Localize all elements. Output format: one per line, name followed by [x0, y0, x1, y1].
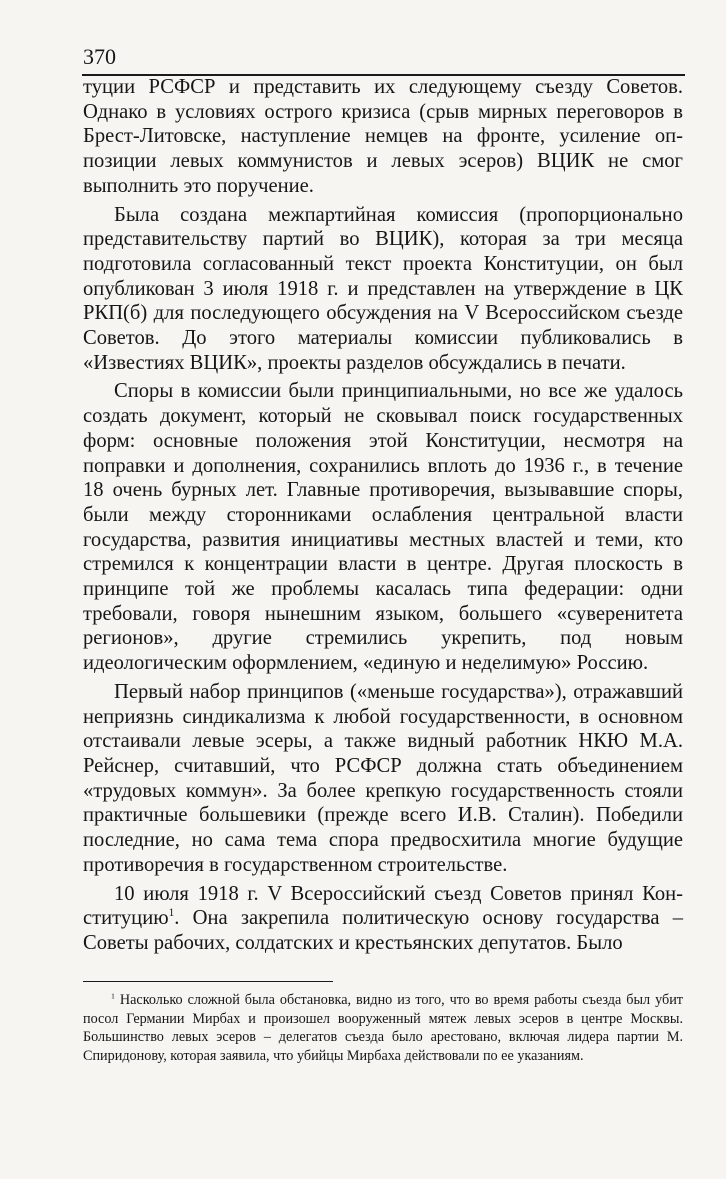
footnote-mark: 1	[111, 991, 115, 1001]
paragraph-text-after-note: . Она закрепила политическую основу государства – Советы рабочих, солдатских и крестьянских депутатов. Было	[83, 907, 683, 954]
paragraph-disputes: Споры в комиссии были принципиальными, но все же удалось создать документ, который не сковывал поиск государственных форм: основные положения этой Конституции, несмотря на поправки и дополнения, сохранились вплоть до 1936 г., в течение 18 очень бурных лет. Главные противоречия, вызывавшие споры, были между сторонниками ослабления центральной власти государства, развития инициативы местных властей и теми, кто стремился к концентрации власти в центре. Другая плоскость в принципе той же проблемы касалась типа федерации: одни требовали, говоря нынешним языком, большего «суверенитета регионов», другие стремились укрепить, под новым идеологическим оформлением, «единую и неделимую» Россию.	[83, 380, 683, 675]
paragraph-continuation: туции РСФСР и представить их следующему съезду Советов. Однако в условиях острого кризиса (срыв мирных переговоров в Брест-Литовске, наступление немцев на фронте, усиление оппозиции левых коммунистов и левых эсеров) ВЦИК не смог выполнить это поручение.	[83, 76, 683, 197]
footnote-reference[interactable]: 1	[168, 907, 175, 920]
footnote-rule	[83, 981, 333, 982]
footnote	[83, 991, 683, 1065]
paragraph-principles: Первый набор принципов («меньше государства»), отражавший неприязнь синдикализма к любой государственности, в основном отстаивали левые эсеры, а также видный работник НКЮ М.А. Рейснер, считавший, что РСФСР должна стать объединением «трудовых коммун». За более крепкую государственность стояли практичные большевики (прежде всего И.В. Сталин). Победили последние, но сама тема спора предвосхитила многие будущие противоречия в государственном строительстве.	[83, 680, 683, 876]
body-text	[83, 75, 683, 956]
page-number: 370	[83, 44, 116, 69]
paragraph-text-before-note: 10 июля 1918 г. V Всероссийский съезд Советов принял Конституцию	[83, 882, 683, 930]
paragraph-commission: Была создана межпартийная комиссия (пропорционально представительству партий во ВЦИК), которая за три месяца подготовила согласованный текст проекта Конституции, он был опубликован 3 июля 1918 г. и представлен на утверждение в ЦК РКП(б) для последующего обсуждения на V Всероссийском съезде Советов. До этого материалы комиссии публиковались в «Известиях ВЦИК», проекты разделов обсуждались в печати.	[83, 203, 683, 374]
paragraph-constitution-adopted	[83, 882, 683, 956]
footnote-text: Насколько сложной была обстановка, видно из того, что во время работы съезда был убит посол Германии Мирбах и произошел вооруженный мятеж левых эсеров в центре Москвы. Большинство левых эсеров – делегатов съезда было арестовано, включая лидера партии М. Спиридонову, которая заявила, что убийцы Мирбаха действовали по ее указаниям.	[83, 992, 683, 1064]
